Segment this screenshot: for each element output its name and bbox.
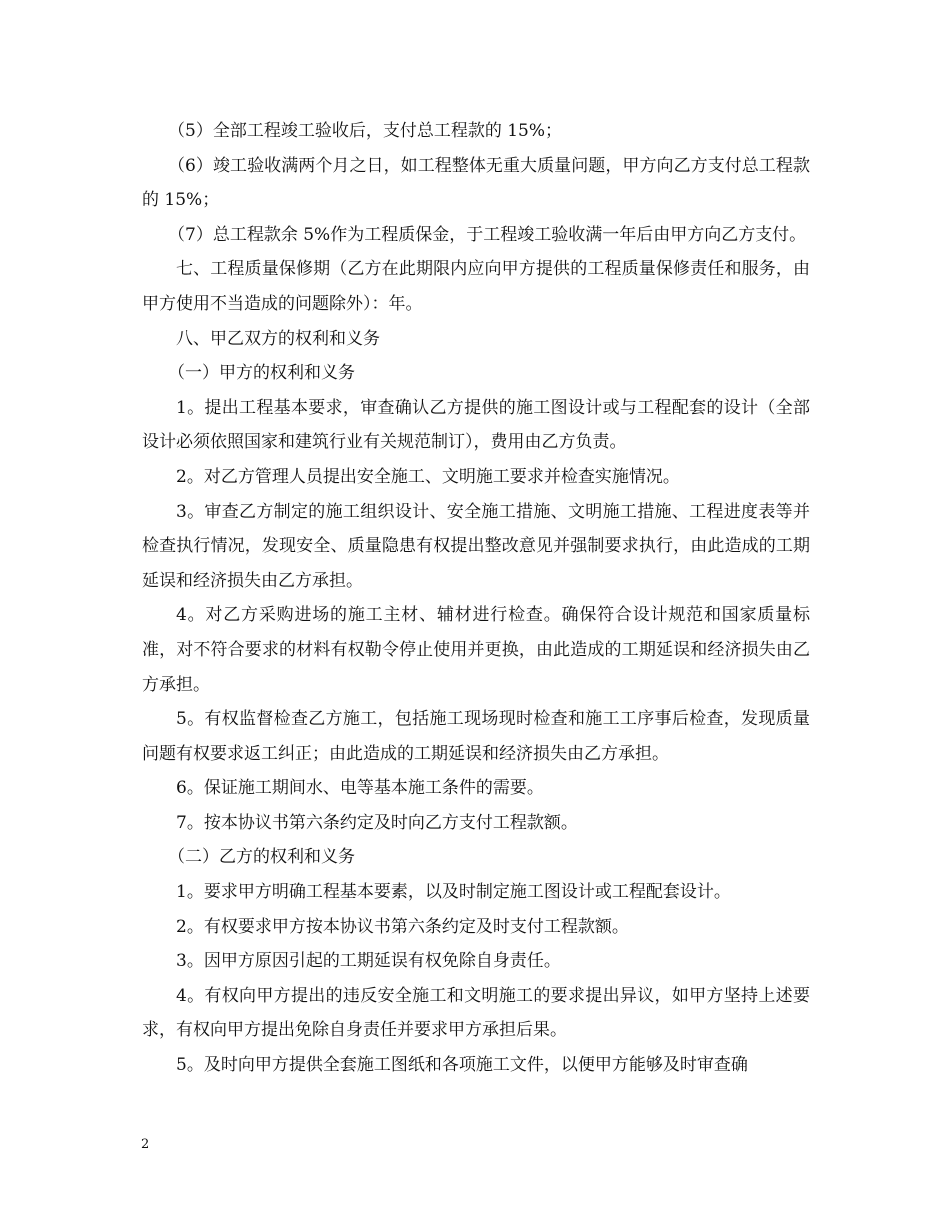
paragraph-party-a-6: 6。保证施工期间水、电等基本施工条件的需要。 xyxy=(176,778,544,799)
paragraph-party-b-1: 1。要求甲方明确工程基本要素，以及时制定施工图设计或工程配套设计。 xyxy=(176,882,731,903)
paragraph-party-b-2: 2。有权要求甲方按本协议书第六条约定及时支付工程款额。 xyxy=(176,916,629,937)
paragraph-party-b-3: 3。因甲方原因引起的工期延误有权免除自身责任。 xyxy=(176,951,561,972)
paragraph-payment-7: （7）总工程款余 5%作为工程质保金，于工程竣工验收满一年后由甲方向乙方支付。 xyxy=(168,224,807,245)
paragraph-party-a-1: 1。提出工程基本要求，审查确认乙方提供的施工图设计或与工程配套的设计（全部设计必须依照国家和建筑行业有关规范制订），费用由乙方负责。 xyxy=(142,397,810,453)
paragraph-party-a-3: 3。审查乙方制定的施工组织设计、安全施工措施、文明施工措施、工程进度表等并检查执行情况，发现安全、质量隐患有权提出整改意见并强制要求执行，由此造成的工期延误和经济损失由乙方承担。 xyxy=(142,501,810,591)
document-body xyxy=(142,114,810,1083)
paragraph-party-a-5: 5。有权监督检查乙方施工，包括施工现场现时检查和施工工序事后检查，发现质量问题有权要求返工纠正；由此造成的工期延误和经济损失由乙方承担。 xyxy=(142,709,810,764)
paragraph-party-a-4: 4。对乙方采购进场的施工主材、辅材进行检查。确保符合设计规范和国家质量标准，对不符合要求的材料有权勒令停止使用并更换，由此造成的工期延误和经济损失由乙方承担。 xyxy=(142,605,810,695)
paragraph-payment-6: （6）竣工验收满两个月之日，如工程整体无重大质量问题，甲方向乙方支付总工程款的 15%； xyxy=(142,155,810,211)
paragraph-payment-5: （5）全部工程竣工验收后，支付总工程款的 15%； xyxy=(168,121,563,141)
paragraph-party-a-7: 7。按本协议书第六条约定及时向乙方支付工程款额。 xyxy=(176,812,578,833)
section-heading-rights-obligations: 八、甲乙双方的权利和义务 xyxy=(176,328,380,349)
paragraph-party-b-5: 5。及时向甲方提供全套施工图纸和各项施工文件，以便甲方能够及时审查确 xyxy=(176,1055,748,1076)
paragraph-party-a-2: 2。对乙方管理人员提出安全施工、文明施工要求并检查实施情况。 xyxy=(176,466,680,487)
paragraph-party-b-4: 4。有权向甲方提出的违反安全施工和文明施工的要求提出异议，如甲方坚持上述要求，有权向甲方提出免除自身责任并要求甲方承担后果。 xyxy=(142,985,810,1041)
subheading-party-b: （二）乙方的权利和义务 xyxy=(168,847,355,868)
subheading-party-a: （一）甲方的权利和义务 xyxy=(168,363,355,384)
page-number: 2 xyxy=(141,1137,150,1152)
paragraph-warranty-period: 七、工程质量保修期（乙方在此期限内应向甲方提供的工程质量保修责任和服务，由甲方使用不当造成的问题除外）：年。 xyxy=(142,259,810,314)
